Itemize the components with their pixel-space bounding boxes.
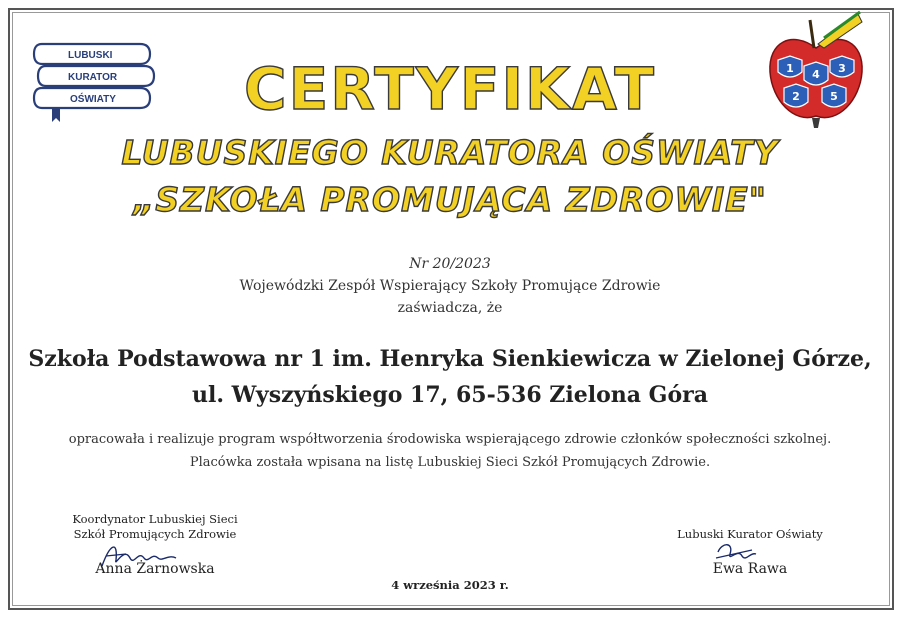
coordinator-name: Anna Żarnowska [95, 561, 215, 577]
shield-number-1: 1 [786, 62, 794, 75]
shield-number-4: 4 [812, 68, 820, 81]
coordinator-role-line1: Koordynator Lubuskiej Sieci [72, 512, 238, 526]
network-membership-text: Placówka została wpisana na listę Lubuskiej Sieci Szkół Promujących Zdrowie. [189, 455, 711, 470]
kurator-logo-line3: OŚWIATY [70, 94, 116, 105]
shield-number-5: 5 [830, 90, 838, 103]
issuer-text: Wojewódzki Zespół Wspierający Szkoły Promujące Zdrowie [239, 278, 661, 294]
kurator-logo-line1: LUBUSKI [68, 50, 113, 61]
program-description: opracowała i realizuje program współtworzenia środowiska wspierającego zdrowie członków społeczności szkolnej. [68, 432, 832, 447]
shield-number-3: 3 [838, 62, 846, 75]
school-name: Szkoła Podstawowa nr 1 im. Henryka Sienkiewicza w Zielonej Górze, [28, 346, 872, 372]
certificate-subtitle-line2: „SZKOŁA PROMUJĄCA ZDROWIE" [133, 180, 767, 219]
school-address: ul. Wyszyńskiego 17, 65-536 Zielona Góra [192, 382, 708, 408]
kurator-logo-line2: KURATOR [68, 72, 118, 83]
certificate-title: CERTYFIKAT [244, 55, 656, 123]
certificate-subtitle-line1: LUBUSKIEGO KURATORA OŚWIATY [121, 133, 779, 172]
coordinator-role-line2: Szkół Promujących Zdrowie [73, 527, 237, 541]
certificate-date: 4 września 2023 r. [391, 578, 509, 592]
shield-number-2: 2 [792, 90, 800, 103]
curator-role: Lubuski Kurator Oświaty [677, 527, 823, 541]
certificate-number: Nr 20/2023 [409, 256, 491, 272]
curator-name: Ewa Rawa [712, 561, 788, 577]
certifies-text: zaświadcza, że [397, 300, 503, 316]
